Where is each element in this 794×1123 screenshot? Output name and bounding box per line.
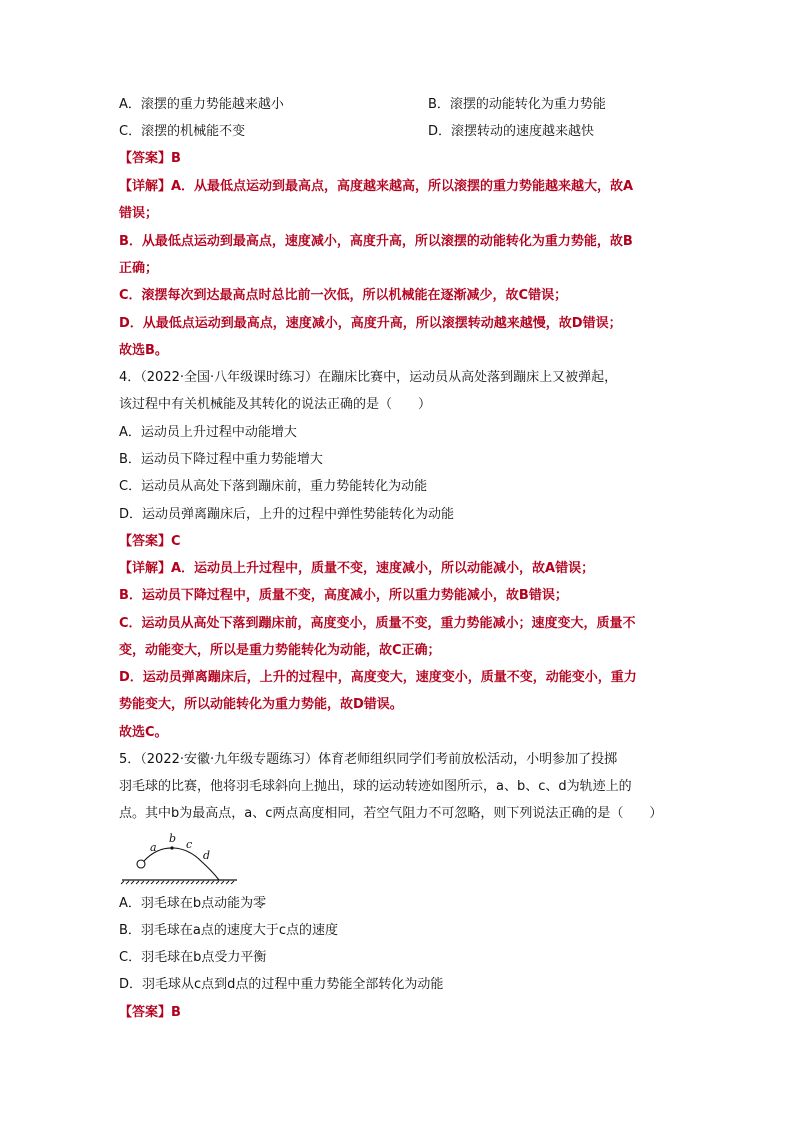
- q3-option-a: A．滚摆的重力势能越来越小: [119, 97, 284, 112]
- q5-option-b: B．羽毛球在a点的速度大于c点的速度: [119, 923, 339, 938]
- q5-option-d: D．羽毛球从c点到d点的过程中重力势能全部转化为动能: [119, 977, 444, 992]
- q4-explain-line: D．运动员弹离蹦床后，上升的过程中，高度变大，速度变小，质量不变，动能变小，重力: [119, 670, 637, 685]
- q4-answer: 【答案】C: [119, 534, 181, 549]
- q4-option-a: A．运动员上升过程中动能增大: [119, 425, 297, 440]
- q4-conclusion: 故选C。: [119, 725, 168, 740]
- q3-option-b: B．滚摆的动能转化为重力势能: [428, 97, 606, 112]
- q3-explain-line: 错误；: [119, 206, 159, 221]
- q5-stem-line: 5．（2022·安徽·九年级专题练习）体育老师组织同学们考前放松活动，小明参加了投掷: [119, 752, 618, 767]
- q3-option-c: C．滚摆的机械能不变: [119, 124, 246, 139]
- q5-option-a: A．羽毛球在b点动能为零: [119, 896, 267, 911]
- trajectory-diagram: [119, 827, 239, 885]
- q5-stem-line: 点。其中b为最高点，a、c两点高度相同，若空气阻力不可忽略，则下列说法正确的是（ ）: [119, 806, 663, 821]
- q3-explain-line: D．从最低点运动到最高点，速度减小，高度升高，所以滚摆转动越来越慢，故D错误；: [119, 316, 622, 331]
- q4-explain-line: 势能变大，所以动能转化为重力势能，故D错误。: [119, 697, 403, 712]
- q3-explain-line: 【详解】A．从最低点运动到最高点，高度越来越高，所以滚摆的重力势能越来越大，故A: [119, 179, 634, 194]
- q3-conclusion: 故选B。: [119, 343, 168, 358]
- point-b-label: b: [169, 832, 177, 845]
- q3-explain-line: C．滚摆每次到达最高点时总比前一次低，所以机械能在逐渐减少，故C错误；: [119, 288, 568, 303]
- q4-stem-line: 4．（2022·全国·八年级课时练习）在蹦床比赛中，运动员从高处落到蹦床上又被弹起，: [119, 370, 618, 385]
- q4-explain-line: C．运动员从高处下落到蹦床前，高度变小，质量不变，重力势能减小；速度变大，质量不: [119, 616, 636, 631]
- q4-explain-line: 变，动能变大，所以是重力势能转化为动能，故C正确；: [119, 643, 441, 658]
- q3-explain-line: 正确；: [119, 261, 159, 276]
- q5-option-c: C．羽毛球在b点受力平衡: [119, 950, 267, 965]
- q4-explain-line: B．运动员下降过程中，质量不变，高度减小，所以重力势能减小，故B错误；: [119, 588, 568, 603]
- q4-option-d: D．运动员弹离蹦床后，上升的过程中弹性势能转化为动能: [119, 507, 455, 522]
- q4-stem-line: 该过程中有关机械能及其转化的说法正确的是（ ）: [119, 397, 432, 412]
- q4-option-b: B．运动员下降过程中重力势能增大: [119, 452, 323, 467]
- point-a-label: a: [150, 841, 157, 854]
- shuttlecock-start: [137, 860, 145, 868]
- q4-explain-line: 【详解】A．运动员上升过程中，质量不变，速度减小，所以动能减小，故A错误；: [119, 561, 595, 576]
- q4-option-c: C．运动员从高处下落到蹦床前，重力势能转化为动能: [119, 479, 428, 494]
- q3-answer: 【答案】B: [119, 151, 181, 166]
- point-d-label: d: [203, 849, 211, 862]
- q5-stem-line: 羽毛球的比赛，他将羽毛球斜向上抛出，球的运动转迹如图所示，a、b、c、d为轨迹上的: [119, 779, 632, 794]
- q5-answer: 【答案】B: [119, 1005, 181, 1020]
- ground-hatching: [121, 881, 234, 884]
- q3-option-d: D．滚摆转动的速度越来越快: [428, 124, 595, 139]
- point-c-label: c: [186, 838, 193, 851]
- q3-explain-line: B．从最低点运动到最高点，速度减小，高度升高，所以滚摆的动能转化为重力势能，故B: [119, 234, 633, 249]
- point-b-dot: [170, 846, 173, 849]
